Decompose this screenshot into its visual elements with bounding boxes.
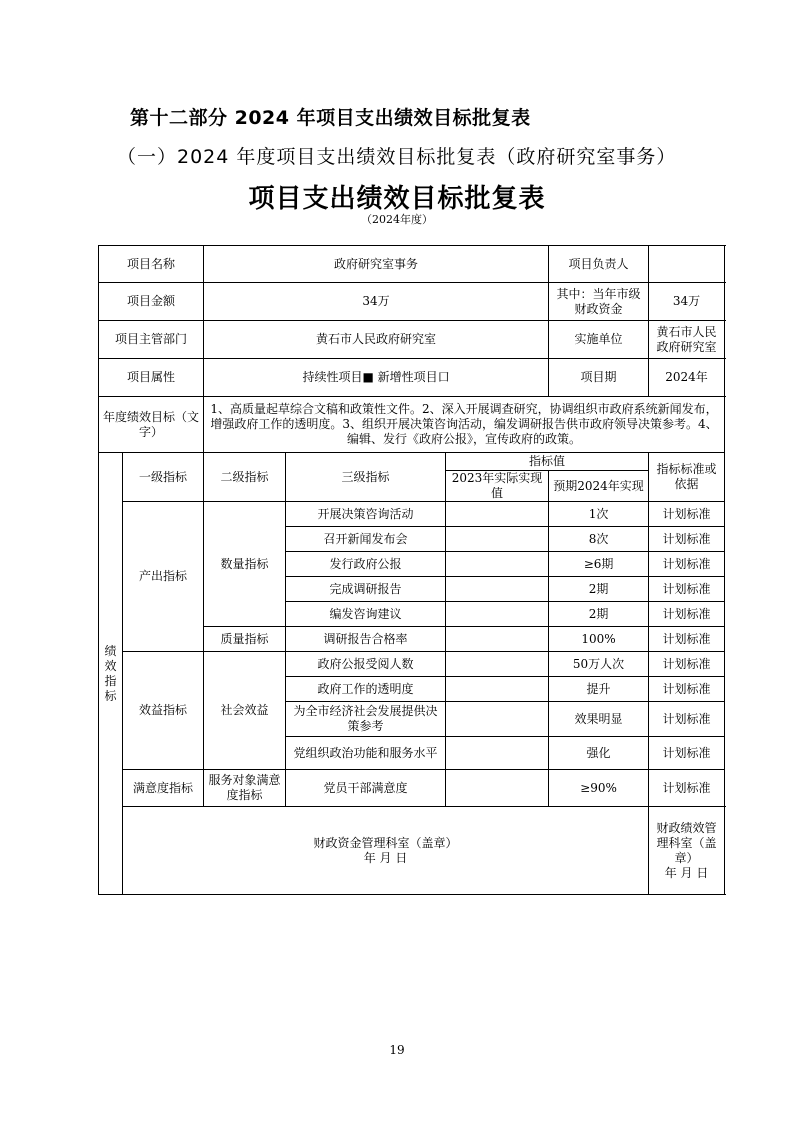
indicator-expected: 50万人次 [549, 652, 649, 677]
indicator-name: 政府工作的透明度 [286, 677, 446, 702]
info-row-goal [99, 397, 725, 453]
project-name-label: 项目名称 [99, 246, 204, 283]
sub-heading: （一）2024 年度项目支出绩效目标批复表（政府研究室事务） [117, 146, 677, 168]
performance-target-table [98, 245, 725, 895]
period-label: 项目期 [549, 359, 649, 397]
page-title: 项目支出绩效目标批复表 [248, 184, 546, 214]
indicator-expected: 2期 [549, 602, 649, 627]
finance-mgmt-signature [123, 807, 649, 895]
dept-label: 项目主管部门 [99, 321, 204, 359]
finance-mgmt-date: 年 月 日 [363, 850, 408, 865]
info-row-attr [99, 359, 725, 397]
indicator-actual [446, 577, 549, 602]
impl-unit-value: 黄石市人民政府研究室 [649, 321, 725, 359]
indicator-side-label: 绩效指标 [99, 453, 123, 895]
indicator-header-row [99, 453, 725, 471]
year-caption: （2024年度） [361, 213, 433, 226]
project-amount-value: 34万 [204, 283, 549, 321]
indicator-actual [446, 652, 549, 677]
indicator-actual [446, 552, 549, 577]
indicator-basis: 计划标准 [649, 737, 725, 770]
attr-label: 项目属性 [99, 359, 204, 397]
benefit-indicator-label: 效益指标 [123, 652, 204, 770]
indicator-basis: 计划标准 [649, 770, 725, 807]
indicator-basis: 计划标准 [649, 627, 725, 652]
indicator-basis: 计划标准 [649, 527, 725, 552]
indicator-expected: 100% [549, 627, 649, 652]
indicator-name: 党员干部满意度 [286, 770, 446, 807]
indicator-basis: 计划标准 [649, 602, 725, 627]
indicator-name: 党组织政治功能和服务水平 [286, 737, 446, 770]
indicator-actual [446, 602, 549, 627]
indicator-actual [446, 737, 549, 770]
indicator-name: 完成调研报告 [286, 577, 446, 602]
col-value: 指标值 [446, 453, 649, 471]
indicator-actual [446, 770, 549, 807]
indicator-name: 为全市经济社会发展提供决策参考 [286, 702, 446, 737]
performance-mgmt-date: 年 月 日 [664, 865, 709, 880]
indicator-name: 政府公报受阅人数 [286, 652, 446, 677]
page-number: 19 [389, 1043, 405, 1057]
indicator-expected: 提升 [549, 677, 649, 702]
social-benefit-label: 社会效益 [204, 652, 286, 770]
indicator-name: 召开新闻发布会 [286, 527, 446, 552]
indicator-expected: 强化 [549, 737, 649, 770]
project-leader-value [649, 246, 725, 283]
attr-value: 持续性项目■ 新增性项目口 [204, 359, 549, 397]
col-level3: 三级指标 [286, 453, 446, 502]
service-satisfaction-label: 服务对象满意度指标 [204, 770, 286, 807]
project-name-value: 政府研究室事务 [204, 246, 549, 283]
indicator-actual [446, 627, 549, 652]
indicator-expected: ≥90% [549, 770, 649, 807]
signature-row [99, 807, 725, 895]
performance-mgmt-signature [649, 807, 725, 895]
indicator-actual [446, 527, 549, 552]
indicator-expected: 效果明显 [549, 702, 649, 737]
indicator-expected: 2期 [549, 577, 649, 602]
dept-value: 黄石市人民政府研究室 [204, 321, 549, 359]
performance-mgmt-title: 财政绩效管理科室（盖章） [656, 820, 717, 865]
col-expected: 预期2024年实现 [549, 471, 649, 502]
indicator-expected: 1次 [549, 502, 649, 527]
col-basis: 指标标准或依据 [649, 453, 725, 502]
table-row [99, 652, 725, 677]
indicator-basis: 计划标准 [649, 677, 725, 702]
goal-text: 1、高质量起草综合文稿和政策性文件。2、深入开展调查研究，协调组织市政府系统新闻发布，增强政府工作的透明度。3、组织开展决策咨询活动，编发调研报告供市政府领导决策参考。4、编辑、发行《政府公报》，宣传政府的政策。 [204, 397, 725, 453]
indicator-expected: ≥6期 [549, 552, 649, 577]
info-row-amount [99, 283, 725, 321]
indicator-basis: 计划标准 [649, 652, 725, 677]
indicator-basis: 计划标准 [649, 552, 725, 577]
impl-unit-label: 实施单位 [549, 321, 649, 359]
satisfaction-indicator-label: 满意度指标 [123, 770, 204, 807]
indicator-name: 开展决策咨询活动 [286, 502, 446, 527]
goal-label: 年度绩效目标（文字） [99, 397, 204, 453]
table-row [99, 770, 725, 807]
period-value: 2024年 [649, 359, 725, 397]
indicator-name: 调研报告合格率 [286, 627, 446, 652]
indicator-actual [446, 677, 549, 702]
info-row-dept [99, 321, 725, 359]
part-heading: 第十二部分 2024 年项目支出绩效目标批复表 [130, 107, 531, 129]
project-leader-label: 项目负责人 [549, 246, 649, 283]
indicator-basis: 计划标准 [649, 502, 725, 527]
col-level1: 一级指标 [123, 453, 204, 502]
project-amount-label: 项目金额 [99, 283, 204, 321]
table-row [99, 502, 725, 527]
col-level2: 二级指标 [204, 453, 286, 502]
quality-indicator-label: 质量指标 [204, 627, 286, 652]
col-actual: 2023年实际实现值 [446, 471, 549, 502]
fiscal-funds-value: 34万 [649, 283, 725, 321]
output-indicator-label: 产出指标 [123, 502, 204, 652]
indicator-name: 发行政府公报 [286, 552, 446, 577]
fiscal-funds-label: 其中：当年市级财政资金 [549, 283, 649, 321]
quantity-indicator-label: 数量指标 [204, 502, 286, 627]
indicator-expected: 8次 [549, 527, 649, 552]
indicator-basis: 计划标准 [649, 577, 725, 602]
info-row-name [99, 246, 725, 283]
indicator-name: 编发咨询建议 [286, 602, 446, 627]
indicator-basis: 计划标准 [649, 702, 725, 737]
finance-mgmt-title: 财政资金管理科室（盖章） [313, 835, 458, 850]
indicator-actual [446, 502, 549, 527]
indicator-actual [446, 702, 549, 737]
